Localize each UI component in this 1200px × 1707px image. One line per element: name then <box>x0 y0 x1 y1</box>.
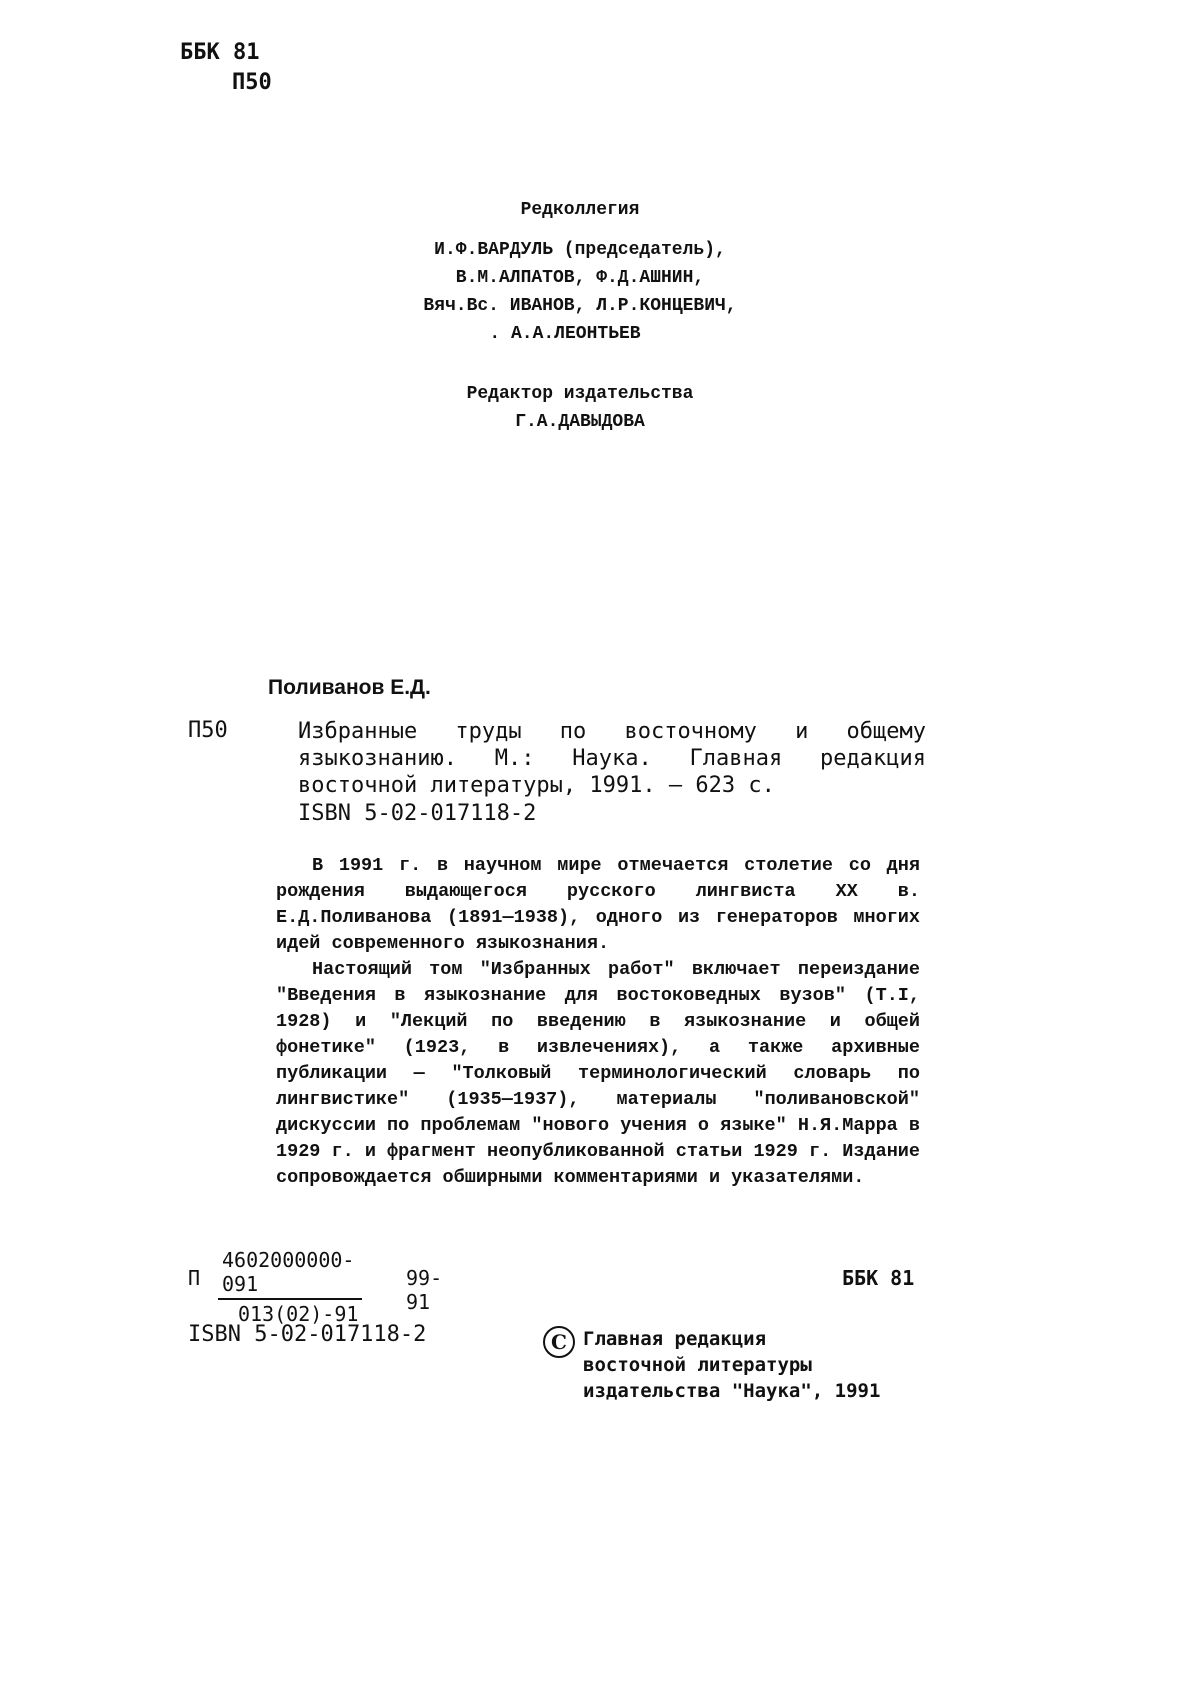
bbk-bottom: ББК 81 <box>842 1266 915 1290</box>
isbn-bottom: ISBN 5-02-017118-2 <box>188 1322 427 1347</box>
copyright-line: издательства "Наука", 1991 <box>583 1380 881 1402</box>
index-suffix: 99-91 <box>406 1266 443 1314</box>
index-denominator: 013(02)-91 <box>238 1302 359 1326</box>
publisher-editor <box>300 380 860 436</box>
annotation-paragraph: В 1991 г. в научном мире отмечается столетие со дня рождения выдающегося русского лингвиста XX в. Е.Д.Поливанова (1891—1938), одного из генераторов многих идей современного языкознания. <box>276 855 920 954</box>
entry-isbn: ISBN 5-02-017118-2 <box>298 801 537 826</box>
editorial-board-line: В.М.АЛПАТОВ, Ф.Д.АШНИН, <box>455 268 705 288</box>
copyright-line: Главная редакция <box>583 1328 767 1350</box>
editorial-board-line: . А.А.ЛЕОНТЬЕВ <box>489 324 641 344</box>
classification-block <box>180 38 272 98</box>
copyright-line: восточной литературы <box>583 1354 812 1376</box>
entry-description: Избранные труды по восточному и общему языкознанию. М.: Наука. Главная редакция восточной литературы, 1991. — 623 с. <box>298 719 926 798</box>
entry-author: Поливанов Е.Д. <box>268 676 431 699</box>
editorial-board-line: Вяч.Вс. ИВАНОВ, Л.Р.КОНЦЕВИЧ, <box>423 296 737 316</box>
annotation-paragraph: Настоящий том "Избранных работ" включает переиздание "Введения в языкознание для востоковедных вузов" (Т.I, 1928) и "Лекций по введению в языкознание и общей фонетике" (1923, в извлечениях), а также архивные публикации — "Толковый терминологический словарь по лингвистике" (1935—1937), материалы "поливановской" дискуссии по проблемам "нового учения о языке" Н.Я.Марра в 1929 г. и фрагмент неопубликованной статьи 1929 г. Издание сопровождается обширными комментариями и указателями. <box>276 959 920 1188</box>
bbk-code: ББК 81 <box>180 40 260 65</box>
editorial-board-heading: Редколлегия <box>520 200 640 220</box>
author-sign-code: П50 <box>232 70 272 95</box>
index-numerator: 4602000000-091 <box>218 1248 362 1300</box>
editorial-board-line: И.Ф.ВАРДУЛЬ (председатель), <box>434 240 726 260</box>
index-fraction <box>218 1248 362 1326</box>
editorial-board <box>300 196 860 348</box>
publisher-editor-heading: Редактор издательства <box>466 384 694 404</box>
index-letter: П <box>188 1266 201 1290</box>
publisher-editor-name: Г.А.ДАВЫДОВА <box>515 412 645 432</box>
annotation <box>276 853 920 1191</box>
copyright-icon: C <box>543 1326 575 1358</box>
entry-code: П50 <box>188 718 228 743</box>
